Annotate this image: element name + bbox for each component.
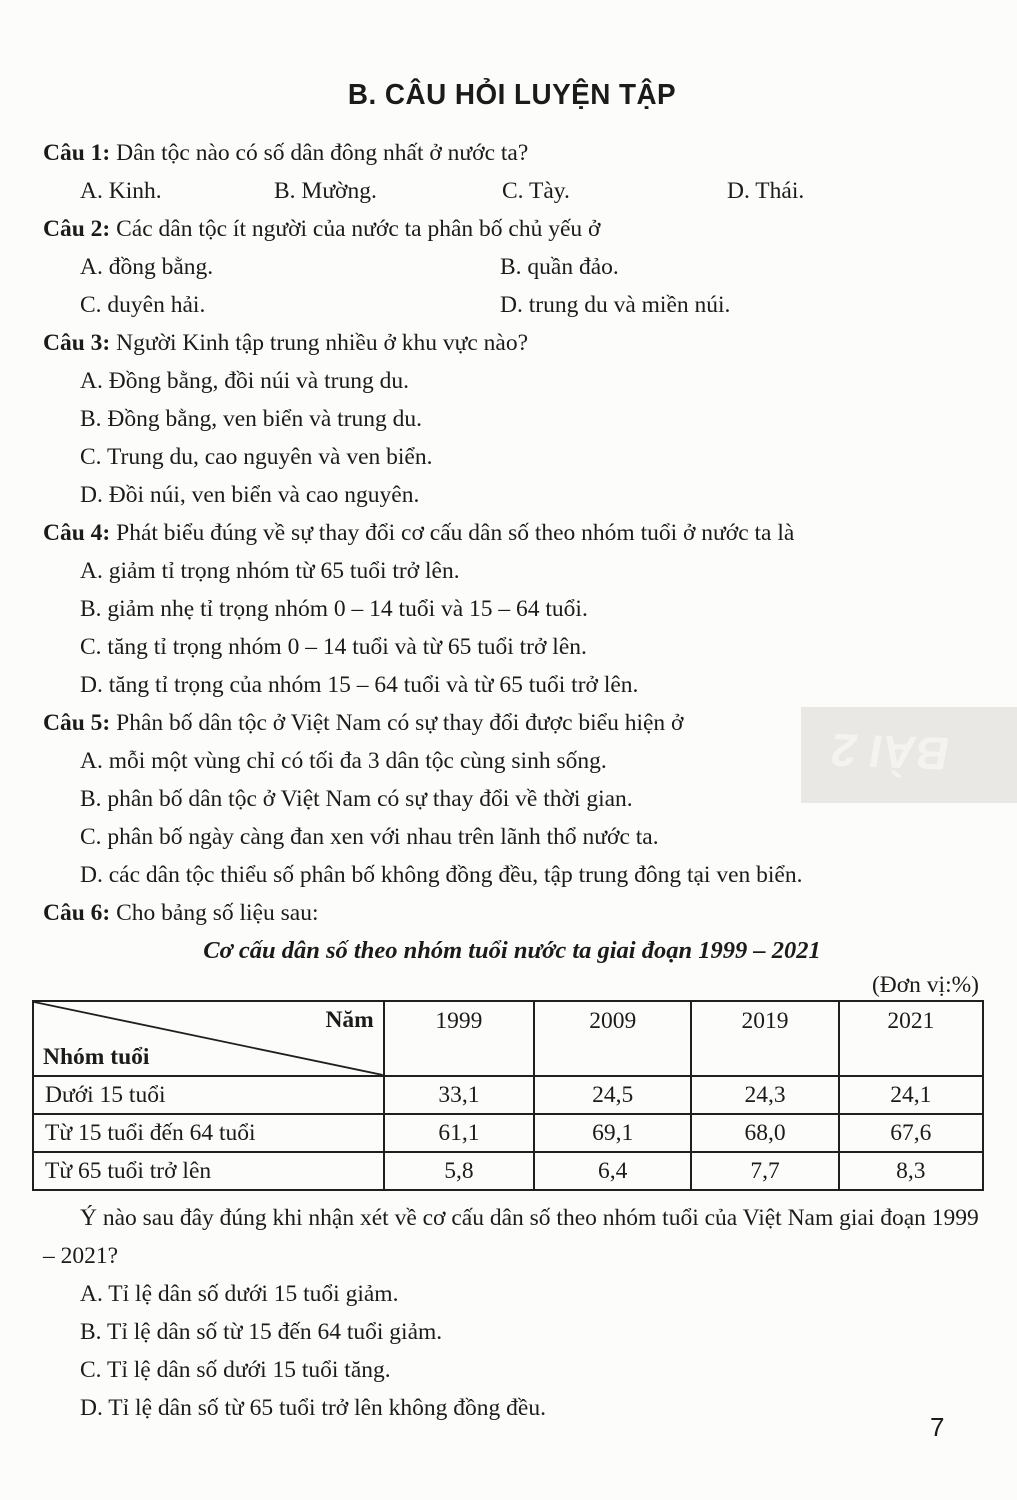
bleedthrough-text: BÀI 2 xyxy=(826,724,954,780)
option-a: A. Kinh. xyxy=(80,178,162,204)
option-b: B. giảm nhẹ tỉ trọng nhóm 0 – 14 tuổi và 15 – 64 tuổi. xyxy=(80,596,588,622)
option-d: D. các dân tộc thiểu số phân bố không đồng đều, tập trung đông tại ven biển. xyxy=(80,862,803,888)
page-content xyxy=(43,0,981,1427)
table-row xyxy=(33,1114,983,1152)
section-title: B. CÂU HỎI LUYỆN TẬP xyxy=(347,79,677,111)
option-c: C. tăng tỉ trọng nhóm 0 – 14 tuổi và từ 65 tuổi trở lên. xyxy=(80,634,587,660)
cell-value: 24,1 xyxy=(839,1076,983,1114)
cell-value: 24,5 xyxy=(534,1076,691,1114)
table-corner-cell xyxy=(33,1001,384,1076)
cell-value: 24,3 xyxy=(691,1076,838,1114)
question-3 xyxy=(43,324,981,514)
question-4 xyxy=(43,514,981,704)
question-1-label: Câu 1: xyxy=(43,140,111,166)
option-b: B. Đồng bằng, ven biển và trung du. xyxy=(80,406,423,432)
cell-value: 8,3 xyxy=(839,1152,983,1190)
question-2-options xyxy=(43,248,981,324)
option-d: D. Thái. xyxy=(727,178,805,204)
option-c: C. Tày. xyxy=(502,178,570,204)
cell-value: 5,8 xyxy=(384,1152,534,1190)
option-c: C. Trung du, cao nguyên và ven biển. xyxy=(80,444,433,470)
row-label: Từ 15 tuổi đến 64 tuổi xyxy=(33,1114,384,1152)
option-c: C. phân bố ngày càng đan xen với nhau trên lãnh thổ nước ta. xyxy=(80,824,659,850)
corner-label-year: Năm xyxy=(325,1007,374,1033)
table-unit: (Đơn vị:%) xyxy=(871,972,979,998)
cell-value: 69,1 xyxy=(534,1114,691,1152)
question-1-options xyxy=(43,172,981,210)
question-6 xyxy=(43,894,981,1427)
table-title: Cơ cấu dân số theo nhóm tuổi nước ta giai đoạn 1999 – 2021 xyxy=(203,937,821,964)
row-label: Dưới 15 tuổi xyxy=(33,1076,384,1114)
question-3-label: Câu 3: xyxy=(43,330,111,356)
option-a: A. đồng bằng. xyxy=(80,254,214,280)
question-4-label: Câu 4: xyxy=(43,520,111,546)
question-6-followup-text: Ý nào sau đây đúng khi nhận xét về cơ cấu dân số theo nhóm tuổi của Việt Nam giai đoạn 1999 – 2021? xyxy=(43,1205,979,1269)
page-number: 7 xyxy=(930,1412,945,1442)
option-c: C. Tỉ lệ dân số dưới 15 tuổi tăng. xyxy=(80,1357,391,1383)
corner-label-age-group: Nhóm tuổi xyxy=(43,1044,150,1070)
option-d: D. Đồi núi, ven biển và cao nguyên. xyxy=(80,482,420,508)
cell-value: 67,6 xyxy=(839,1114,983,1152)
cell-value: 7,7 xyxy=(691,1152,838,1190)
question-1-text: Dân tộc nào có số dân đông nhất ở nước ta? xyxy=(116,140,529,166)
question-3-text: Người Kinh tập trung nhiều ở khu vực nào? xyxy=(116,330,529,356)
table-row xyxy=(33,1152,983,1190)
option-d: D. tăng tỉ trọng của nhóm 15 – 64 tuổi và từ 65 tuổi trở lên. xyxy=(80,672,639,698)
question-1 xyxy=(43,134,981,210)
option-d: D. Tỉ lệ dân số từ 65 tuổi trở lên không đồng đều. xyxy=(80,1395,546,1421)
option-a: A. Đồng bằng, đồi núi và trung du. xyxy=(80,368,409,394)
population-structure-table xyxy=(32,1000,984,1191)
table-header-row xyxy=(33,1001,983,1076)
year-header: 1999 xyxy=(384,1001,534,1076)
question-6-label: Câu 6: xyxy=(43,900,111,926)
table-row xyxy=(33,1076,983,1114)
question-6-options xyxy=(43,1275,981,1427)
question-4-options xyxy=(43,552,981,704)
question-2-label: Câu 2: xyxy=(43,216,111,242)
option-a: A. mỗi một vùng chỉ có tối đa 3 dân tộc cùng sinh sống. xyxy=(80,748,607,774)
option-a: A. giảm tỉ trọng nhóm từ 65 tuổi trở lên. xyxy=(80,558,460,584)
cell-value: 68,0 xyxy=(691,1114,838,1152)
option-b: B. Mường. xyxy=(274,178,377,204)
year-header: 2021 xyxy=(839,1001,983,1076)
question-3-options xyxy=(43,362,981,514)
year-header: 2019 xyxy=(691,1001,838,1076)
option-c: C. duyên hải. xyxy=(80,292,206,318)
question-5-options xyxy=(43,742,981,894)
question-6-text: Cho bảng số liệu sau: xyxy=(116,900,319,926)
question-4-text: Phát biểu đúng về sự thay đổi cơ cấu dân số theo nhóm tuổi ở nước ta là xyxy=(116,520,795,546)
option-a: A. Tỉ lệ dân số dưới 15 tuổi giảm. xyxy=(80,1281,399,1307)
cell-value: 33,1 xyxy=(384,1076,534,1114)
question-2-text: Các dân tộc ít người của nước ta phân bố chủ yếu ở xyxy=(116,216,601,242)
option-b: B. Tỉ lệ dân số từ 15 đến 64 tuổi giảm. xyxy=(80,1319,443,1345)
question-5 xyxy=(43,704,981,894)
year-header: 2009 xyxy=(534,1001,691,1076)
row-label: Từ 65 tuổi trở lên xyxy=(33,1152,384,1190)
cell-value: 6,4 xyxy=(534,1152,691,1190)
option-d: D. trung du và miền núi. xyxy=(500,292,731,318)
question-5-label: Câu 5: xyxy=(43,710,111,736)
option-b: B. quần đảo. xyxy=(500,254,619,280)
cell-value: 61,1 xyxy=(384,1114,534,1152)
question-5-text: Phân bố dân tộc ở Việt Nam có sự thay đổi được biểu hiện ở xyxy=(116,710,684,736)
option-b: B. phân bố dân tộc ở Việt Nam có sự thay đổi về thời gian. xyxy=(80,786,633,812)
question-2 xyxy=(43,210,981,324)
